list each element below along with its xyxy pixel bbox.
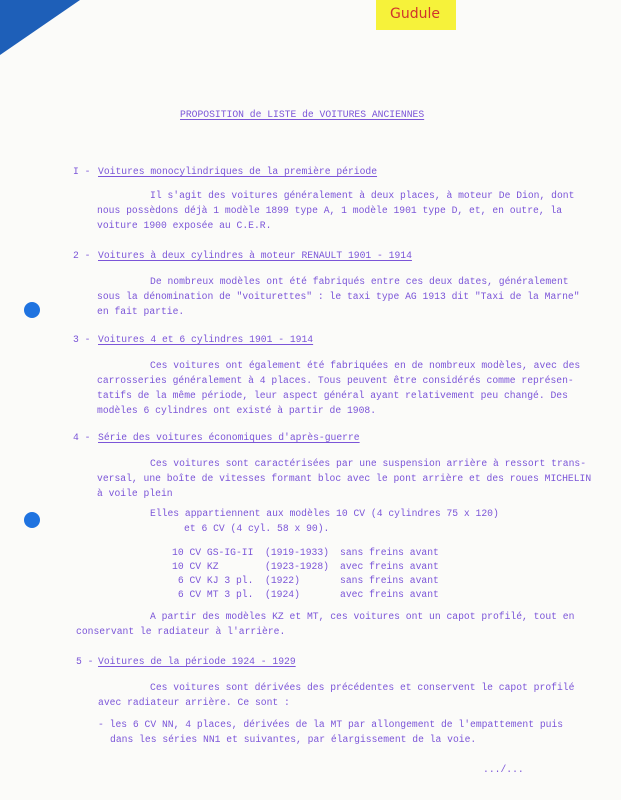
section-number: 2 -	[73, 250, 91, 261]
model-years: (1922)	[265, 575, 300, 586]
paragraph-line: et 6 CV (4 cyl. 58 x 90).	[184, 523, 330, 534]
model-years: (1919-1933)	[265, 547, 329, 558]
paragraph-line: A partir des modèles KZ et MT, ces voitures ont un capot profilé, tout en	[150, 611, 575, 622]
document-title: PROPOSITION de LISTE de VOITURES ANCIENNES	[180, 109, 425, 120]
model-brakes: avec freins avant	[340, 561, 439, 572]
model-name: 6 CV KJ 3 pl.	[172, 575, 254, 586]
section-heading: Voitures monocylindriques de la première période	[98, 166, 378, 177]
paragraph-line: De nombreux modèles ont été fabriqués entre ces deux dates, généralement	[150, 276, 569, 287]
paragraph-line: Elles appartiennent aux modèles 10 CV (4 cylindres 75 x 120)	[150, 508, 499, 519]
paragraph-line: conservant le radiateur à l'arrière.	[76, 626, 286, 637]
paragraph-line: Ces voitures ont également été fabriquées en de nombreux modèles, avec des	[150, 360, 581, 371]
model-name: 10 CV KZ	[172, 561, 219, 572]
section-number: 3 -	[73, 334, 91, 345]
section-heading: Voitures 4 et 6 cylindres 1901 - 1914	[98, 334, 314, 345]
punch-hole	[24, 302, 40, 318]
paragraph-line: versal, une boîte de vitesses formant bloc avec le pont arrière et des roues MICHELIN	[97, 473, 592, 484]
section-number: 4 -	[73, 432, 91, 443]
model-years: (1923-1928)	[265, 561, 329, 572]
section-number: 5 -	[76, 656, 94, 667]
paragraph-line: en fait partie.	[97, 306, 185, 317]
paragraph-line: Ces voitures sont caractérisées par une suspension arrière à ressort trans-	[150, 458, 587, 469]
list-item-line: dans les séries NN1 et suivantes, par élargissement de la voie.	[110, 734, 477, 745]
section-number: I -	[73, 166, 91, 177]
model-brakes: sans freins avant	[340, 575, 439, 586]
paragraph-line: modèles 6 cylindres ont existé à partir de 1908.	[97, 405, 377, 416]
section-heading: Voitures à deux cylindres à moteur RENAULT 1901 - 1914	[98, 250, 412, 261]
sticky-note	[376, 0, 456, 30]
sticky-note-text: Gudule	[390, 6, 440, 22]
section-heading: Voitures de la période 1924 - 1929	[98, 656, 296, 667]
paragraph-line: carrosseries généralement à 4 places. Tous peuvent être considérés comme représen-	[97, 375, 574, 386]
punch-hole	[24, 512, 40, 528]
model-years: (1924)	[265, 589, 300, 600]
model-name: 10 CV GS-IG-II	[172, 547, 254, 558]
paragraph-line: tatifs de la même période, leur aspect général ayant relativement peu changé. Des	[97, 390, 568, 401]
paragraph-line: sous la dénomination de "voiturettes" : le taxi type AG 1913 dit "Taxi de la Marne"	[97, 291, 580, 302]
model-brakes: sans freins avant	[340, 547, 439, 558]
model-name: 6 CV MT 3 pl.	[172, 589, 254, 600]
page-continuation-mark: .../...	[483, 764, 524, 775]
model-brakes: avec freins avant	[340, 589, 439, 600]
section-heading: Série des voitures économiques d'après-guerre	[98, 432, 360, 443]
folder-corner	[0, 0, 80, 55]
list-item-line: - les 6 CV NN, 4 places, dérivées de la MT par allongement de l'empattement puis	[98, 719, 564, 730]
paragraph-line: nous possèdons déjà 1 modèle 1899 type A, 1 modèle 1901 type D, et, en outre, la	[97, 205, 563, 216]
paragraph-line: à voile plein	[97, 488, 173, 499]
paragraph-line: voiture 1900 exposée au C.E.R.	[97, 220, 272, 231]
paragraph-line: Ces voitures sont dérivées des précédentes et conservent le capot profilé	[150, 682, 575, 693]
paragraph-line: avec radiateur arrière. Ce sont :	[98, 697, 290, 708]
paragraph-line: Il s'agit des voitures généralement à deux places, à moteur De Dion, dont	[150, 190, 575, 201]
